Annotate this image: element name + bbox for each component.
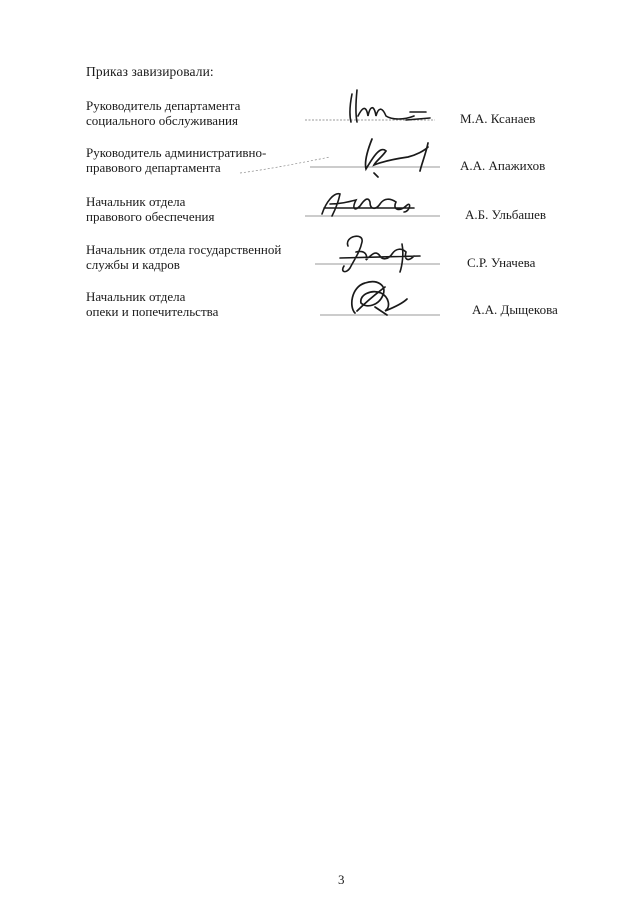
position-title	[86, 98, 240, 128]
position-line: Руководитель административно-	[86, 145, 267, 160]
approval-row	[0, 98, 640, 138]
signatory-name: А.А. Дыщекова	[472, 302, 558, 317]
signatory-name: М.А. Ксанаев	[460, 111, 536, 126]
approval-row	[0, 194, 640, 234]
signature-image	[310, 230, 470, 274]
signature-image	[300, 182, 460, 226]
signature-image	[290, 133, 450, 177]
signatory-name: А.Б. Ульбашев	[465, 207, 547, 222]
position-line: Руководитель департамента	[86, 98, 241, 113]
position-title	[86, 145, 266, 175]
approval-row	[0, 289, 640, 329]
position-title	[86, 194, 215, 224]
signature-image	[300, 86, 460, 130]
position-title	[86, 242, 281, 272]
approval-heading: Приказ завизировали:	[86, 64, 214, 79]
position-line: социального обслуживания	[86, 113, 238, 128]
page-number: 3	[338, 872, 345, 887]
position-line: службы и кадров	[86, 257, 180, 272]
position-line: Начальник отдела государственной	[86, 242, 282, 257]
signatory-name: С.Р. Уначева	[467, 255, 536, 270]
approval-row	[0, 145, 640, 185]
signature-image	[315, 277, 475, 321]
approval-row	[0, 242, 640, 282]
signatory-name: А.А. Апажихов	[460, 158, 546, 173]
position-title	[86, 289, 218, 319]
position-line: правового департамента	[86, 160, 221, 175]
position-line: опеки и попечительства	[86, 304, 219, 319]
position-line: Начальник отдела	[86, 289, 186, 304]
position-line: Начальник отдела	[86, 194, 186, 209]
position-line: правового обеспечения	[86, 209, 215, 224]
